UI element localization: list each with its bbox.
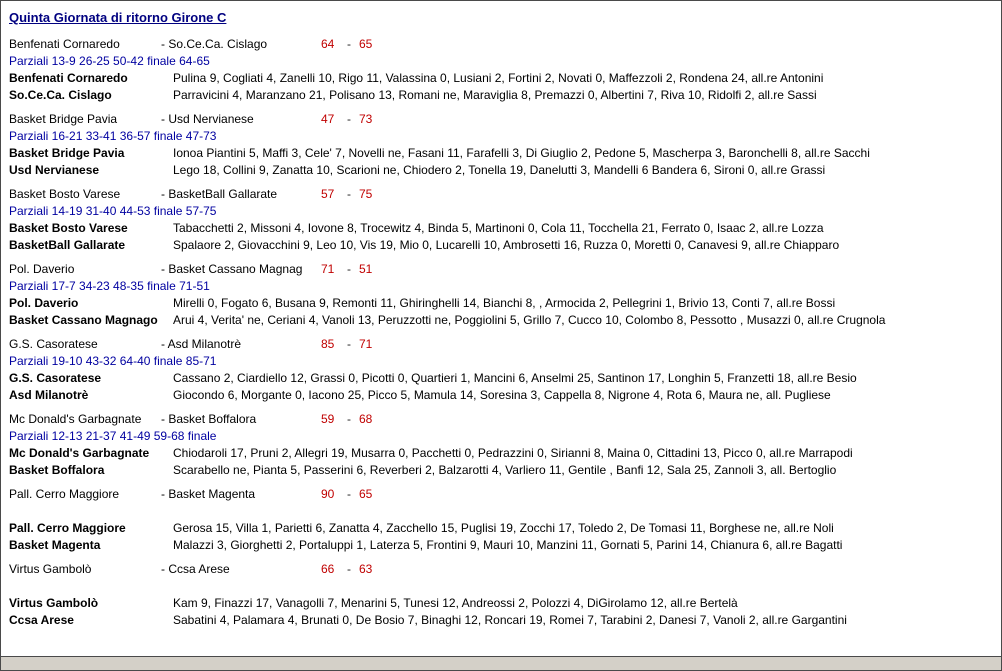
- team-name: Basket Bosto Varese: [9, 221, 128, 235]
- team-row: [9, 595, 1001, 612]
- players-list: Malazzi 3, Giorghetti 2, Portaluppi 1, Laterza 5, Frontini 9, Mauri 10, Manzini 11, Gornati 5, Parini 14, Chianura 6, all.re Bagatti: [173, 538, 843, 552]
- score: [321, 412, 385, 426]
- home-score: 59: [321, 412, 335, 426]
- game-block: [9, 111, 1001, 179]
- away-score: 65: [359, 487, 373, 501]
- games-list: [9, 36, 1001, 629]
- page-title[interactable]: Quinta Giornata di ritorno Girone C: [9, 10, 227, 25]
- parziali-line: [9, 578, 1001, 595]
- vs-separator-dash: -: [161, 262, 165, 276]
- team-row: [9, 70, 1001, 87]
- parziali-line: Parziali 19-10 43-32 64-40 finale 85-71: [9, 354, 217, 368]
- players-list: Sabatini 4, Palamara 4, Brunati 0, De Bosio 7, Binaghi 12, Roncari 19, Romei 7, Tarabini 2, Danesi 7, Vanoli 2, all.re Gargantini: [173, 613, 847, 627]
- away-team-name: Asd Milanotrè: [167, 337, 242, 351]
- game-block: [9, 261, 1001, 329]
- home-score: 47: [321, 112, 335, 126]
- team-name: Basket Bridge Pavia: [9, 146, 125, 160]
- away-team-col: [161, 36, 321, 53]
- team-name: Usd Nervianese: [9, 163, 100, 177]
- score: [321, 337, 385, 351]
- results-content: [1, 1, 1001, 629]
- game-header-line: [9, 486, 1001, 503]
- away-score: 68: [359, 412, 373, 426]
- players-list: Pulina 9, Cogliati 4, Zanelli 10, Rigo 11, Valassina 0, Lusiani 2, Fortini 2, Novati 0, Maffezzoli 2, Rondena 24, all.re Antonini: [173, 71, 824, 85]
- away-team-col: [161, 411, 321, 428]
- away-team-col: [161, 486, 321, 503]
- game-header-line: [9, 111, 1001, 128]
- score-dash: -: [347, 562, 351, 576]
- home-score: 57: [321, 187, 335, 201]
- parziali-line: Parziali 13-9 26-25 50-42 finale 64-65: [9, 54, 210, 68]
- game-block: [9, 36, 1001, 104]
- away-team-name: Basket Cassano Magnag: [168, 262, 303, 276]
- vs-separator-dash: -: [161, 37, 165, 51]
- away-score: 51: [359, 262, 373, 276]
- away-score: 63: [359, 562, 373, 576]
- score-dash: -: [347, 187, 351, 201]
- home-team-name: Virtus Gambolò: [9, 562, 92, 576]
- game-block: [9, 561, 1001, 629]
- home-score: 66: [321, 562, 335, 576]
- players-list: Ionoa Piantini 5, Maffi 3, Cele' 7, Novelli ne, Fasani 11, Farafelli 3, Di Giuglio 2, Pedone 5, Mascherpa 3, Baronchelli 8, all.re Sacchi: [173, 146, 870, 160]
- players-list: Gerosa 15, Villa 1, Parietti 6, Zanatta 4, Zacchello 15, Puglisi 19, Zocchi 17, Toledo 2, De Tomasi 11, Borghese ne, all.re Noli: [173, 521, 834, 535]
- team-name: G.S. Casoratese: [9, 371, 102, 385]
- team-name: Ccsa Arese: [9, 613, 74, 627]
- home-team-name: Pall. Cerro Maggiore: [9, 487, 120, 501]
- team-row: [9, 220, 1001, 237]
- team-name: Basket Boffalora: [9, 463, 105, 477]
- game-block: [9, 186, 1001, 254]
- away-team-name: Basket Magenta: [168, 487, 256, 501]
- away-score: 75: [359, 187, 373, 201]
- home-score: 64: [321, 37, 335, 51]
- parziali-line: Parziali 17-7 34-23 48-35 finale 71-51: [9, 279, 210, 293]
- team-name: Pol. Daverio: [9, 296, 79, 310]
- vs-separator-dash: -: [161, 112, 165, 126]
- home-team-name: Mc Donald's Garbagnate: [9, 412, 142, 426]
- players-list: Arui 4, Verita' ne, Ceriani 4, Vanoli 13, Peruzzotti ne, Poggiolini 5, Grillo 7, Cucco 10, Colombo 8, Pessotto , Musazzi 0, all.re Crugnola: [173, 313, 886, 327]
- away-team-col: [161, 336, 321, 353]
- game-header-line: [9, 186, 1001, 203]
- score: [321, 562, 385, 576]
- parziali-line: Parziali 16-21 33-41 36-57 finale 47-73: [9, 129, 217, 143]
- team-row: [9, 520, 1001, 537]
- home-team-name: Basket Bosto Varese: [9, 187, 121, 201]
- team-row: [9, 537, 1001, 554]
- score: [321, 262, 385, 276]
- parziali-line: Parziali 12-13 21-37 41-49 59-68 finale: [9, 429, 217, 443]
- away-team-name: Usd Nervianese: [168, 112, 254, 126]
- away-team-name: So.Ce.Ca. Cislago: [168, 37, 268, 51]
- away-score: 73: [359, 112, 373, 126]
- team-row: [9, 237, 1001, 254]
- players-list: Chiodaroli 17, Pruni 2, Allegri 19, Musarra 0, Pacchetti 0, Pedrazzini 0, Sirianni 8, Maina 0, Cittadini 13, Picco 0, all.re Marrapodi: [173, 446, 853, 460]
- away-team-name: Basket Boffalora: [168, 412, 257, 426]
- vs-separator-dash: -: [161, 337, 165, 351]
- team-row: [9, 462, 1001, 479]
- score-dash: -: [347, 112, 351, 126]
- home-team-name: G.S. Casoratese: [9, 337, 98, 351]
- players-list: Mirelli 0, Fogato 6, Busana 9, Remonti 11, Ghiringhelli 14, Bianchi 8, , Armocida 2, Pellegrini 1, Brivio 13, Conti 7, all.re Bossi: [173, 296, 836, 310]
- vs-separator-dash: -: [161, 487, 165, 501]
- parziali-line: Parziali 14-19 31-40 44-53 finale 57-75: [9, 204, 217, 218]
- home-team-name: Benfenati Cornaredo: [9, 37, 120, 51]
- home-score: 71: [321, 262, 335, 276]
- players-list: Spalaore 2, Giovacchini 9, Leo 10, Vis 19, Mio 0, Lucarelli 10, Ambrosetti 16, Ruzza 0, Moretti 0, Canavesi 9, all.re Chiapparo: [173, 238, 840, 252]
- score-dash: -: [347, 412, 351, 426]
- away-team-col: [161, 561, 321, 578]
- team-row: [9, 612, 1001, 629]
- game-header-line: [9, 336, 1001, 353]
- home-team-name: Pol. Daverio: [9, 262, 75, 276]
- team-row: [9, 295, 1001, 312]
- game-header-line: [9, 411, 1001, 428]
- team-name: Asd Milanotrè: [9, 388, 89, 402]
- players-list: Kam 9, Finazzi 17, Vanagolli 7, Menarini 5, Tunesi 12, Andreossi 2, Polozzi 4, DiGirolamo 12, all.re Bertelà: [173, 596, 738, 610]
- team-name: Mc Donald's Garbagnate: [9, 446, 150, 460]
- team-row: [9, 387, 1001, 404]
- team-name: BasketBall Gallarate: [9, 238, 126, 252]
- players-list: Cassano 2, Ciardiello 12, Grassi 0, Picotti 0, Quartieri 1, Mancini 6, Anselmi 25, Santinon 17, Longhin 5, Franzetti 18, all.re Besio: [173, 371, 857, 385]
- team-row: [9, 370, 1001, 387]
- team-name: Basket Magenta: [9, 538, 101, 552]
- score-dash: -: [347, 262, 351, 276]
- team-name: Basket Cassano Magnago: [9, 313, 158, 327]
- away-team-col: [161, 186, 321, 203]
- game-block: [9, 336, 1001, 404]
- away-team-name: BasketBall Gallarate: [168, 187, 278, 201]
- home-score: 85: [321, 337, 335, 351]
- players-list: Lego 18, Collini 9, Zanatta 10, Scarioni ne, Chiodero 2, Tonella 19, Danelutti 3, Mandelli 6 Bandera 6, Sironi 0, all.re Grassi: [173, 163, 826, 177]
- score-dash: -: [347, 37, 351, 51]
- home-team-name: Basket Bridge Pavia: [9, 112, 118, 126]
- score-dash: -: [347, 487, 351, 501]
- score: [321, 487, 385, 501]
- players-list: Parravicini 4, Maranzano 21, Polisano 13, Romani ne, Maraviglia 8, Premazzi 0, Albertini 7, Riva 10, Ridolfi 2, all.re Sassi: [173, 88, 817, 102]
- vs-separator-dash: -: [161, 562, 165, 576]
- team-row: [9, 312, 1001, 329]
- team-name: Benfenati Cornaredo: [9, 71, 128, 85]
- players-list: Giocondo 6, Morgante 0, Iacono 25, Picco 5, Mamula 14, Soresina 3, Cappella 8, Nigrone 4, Rota 6, Maura ne, all. Pugliese: [173, 388, 831, 402]
- team-row: [9, 162, 1001, 179]
- team-row: [9, 145, 1001, 162]
- parziali-line: [9, 503, 1001, 520]
- away-team-col: [161, 261, 321, 278]
- vs-separator-dash: -: [161, 412, 165, 426]
- bottom-scrollbar-track[interactable]: [1, 656, 1001, 670]
- away-team-col: [161, 111, 321, 128]
- game-block: [9, 486, 1001, 554]
- score: [321, 112, 385, 126]
- vs-separator-dash: -: [161, 187, 165, 201]
- team-row: [9, 87, 1001, 104]
- team-row: [9, 445, 1001, 462]
- home-score: 90: [321, 487, 335, 501]
- score: [321, 187, 385, 201]
- team-name: Virtus Gambolò: [9, 596, 99, 610]
- game-header-line: [9, 561, 1001, 578]
- game-header-line: [9, 36, 1001, 53]
- score-dash: -: [347, 337, 351, 351]
- game-header-line: [9, 261, 1001, 278]
- players-list: Tabacchetti 2, Missoni 4, Iovone 8, Trocewitz 4, Binda 5, Martinoni 0, Cola 11, Tocchella 21, Ferrato 0, Isaac 2, all.re Lozza: [173, 221, 824, 235]
- away-score: 65: [359, 37, 373, 51]
- score: [321, 37, 385, 51]
- players-list: Scarabello ne, Pianta 5, Passerini 6, Reverberi 2, Balzarotti 4, Varliero 11, Gentile , Banfi 12, Sala 25, Zannoli 3, all. Bertoglio: [173, 463, 837, 477]
- away-score: 71: [359, 337, 373, 351]
- away-team-name: Ccsa Arese: [168, 562, 230, 576]
- game-block: [9, 411, 1001, 479]
- team-name: So.Ce.Ca. Cislago: [9, 88, 112, 102]
- team-name: Pall. Cerro Maggiore: [9, 521, 126, 535]
